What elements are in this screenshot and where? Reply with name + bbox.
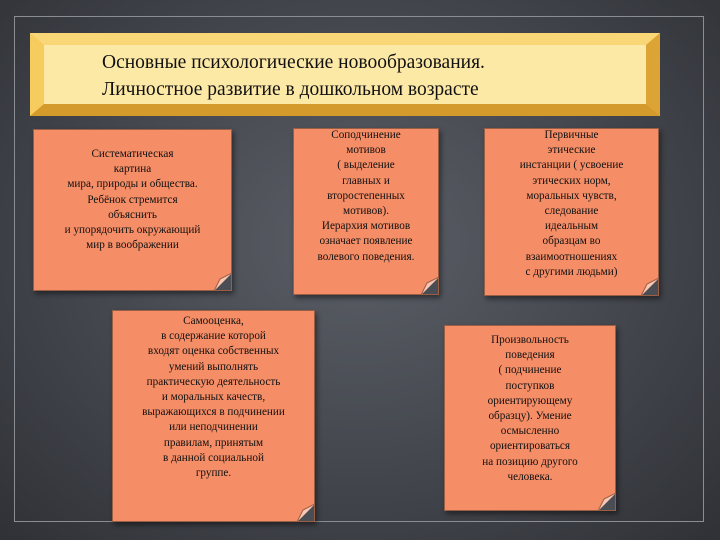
page-curl-icon	[598, 493, 616, 511]
note-motives	[293, 128, 439, 295]
page-curl-icon	[214, 273, 232, 291]
note-world-picture	[33, 129, 232, 291]
note-text: Систематическая картина мира, природы и общества. Ребёнок стремится объяснить и упорядочить окружающий мир в воображении	[64, 148, 201, 252]
note-text: Самооценка, в содержание которой входят оценка собственных умений выполнять практическую деятельность и моральных качеств, выражающихся в подчинении или неподчинении правилам, принятым в данной социальной группе.	[142, 315, 285, 480]
note-text: Соподчинение мотивов ( выделение главных и второстепенных мотивов). Иерархия мотивов означает появление волевого поведения.	[317, 129, 415, 263]
note-text: Первичные этические инстанции ( усвоение этических норм, моральных чувств, следование идеальным образцам во взаимоотношениях с другими людьми)	[519, 129, 624, 278]
note-text: Произвольность поведения ( подчинение поступков ориентирующему образцу). Умение осмысленно ориентироваться на позицию другого человека.	[482, 334, 578, 483]
title-line-1: Основные психологические новообразования.	[102, 52, 485, 73]
page-title	[102, 49, 485, 103]
note-voluntary-behavior	[444, 325, 616, 511]
page-curl-icon	[297, 504, 315, 522]
note-ethics	[484, 128, 659, 296]
note-self-esteem	[112, 310, 315, 522]
title-line-2: Личностное развитие в дошкольном возрасте	[102, 79, 479, 100]
title-box	[30, 33, 660, 116]
page-curl-icon	[421, 277, 439, 295]
page-curl-icon	[641, 278, 659, 296]
